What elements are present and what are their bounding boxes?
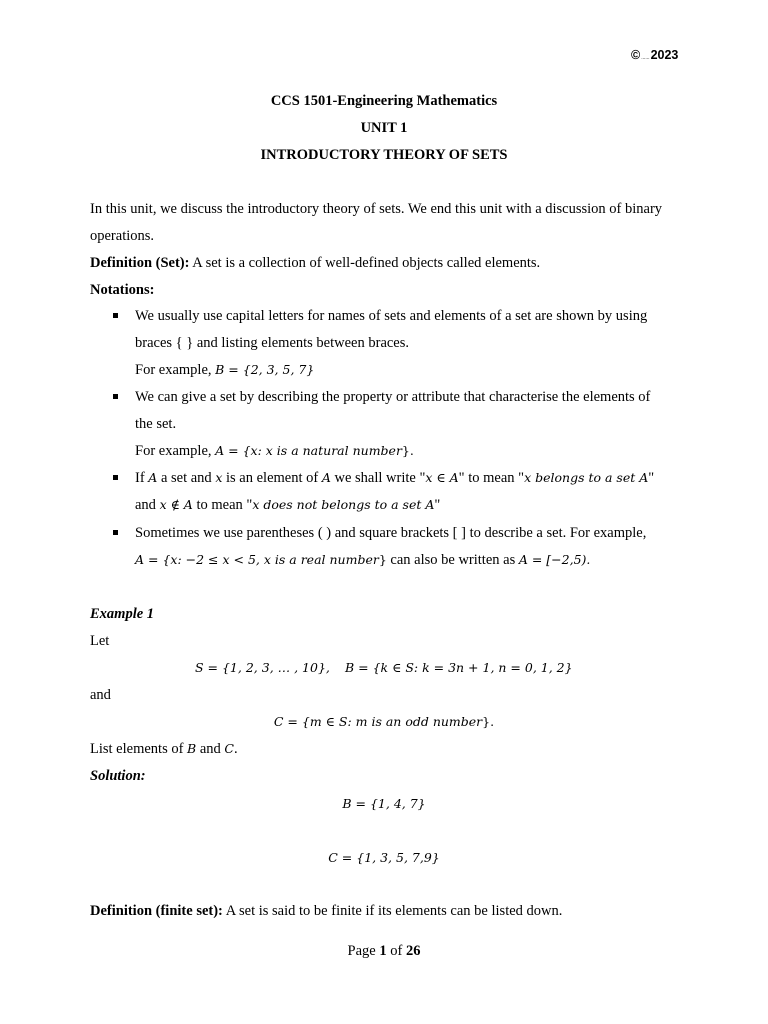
example-1-set-c bbox=[0, 714, 768, 731]
math-expression: m is an odd number bbox=[355, 714, 483, 729]
text-span: a set and bbox=[157, 470, 216, 486]
example-1-set-s: S = {1, 2, 3, … , 10}, bbox=[195, 660, 330, 675]
solution-set-b: B = {1, 4, 7} bbox=[342, 796, 426, 811]
bullet-2-math-b: x: x is a natural number bbox=[250, 443, 402, 458]
bullet-2-example-prefix: For example, bbox=[135, 443, 216, 459]
bullet-2-line-2: the set. bbox=[135, 416, 177, 432]
definition-finite-label: Definition (finite set): bbox=[90, 903, 223, 919]
example-1-let: Let bbox=[90, 633, 110, 649]
definition-set bbox=[90, 255, 540, 272]
bullet-1-line-2: braces { } and listing elements between braces. bbox=[135, 335, 410, 351]
solution-label: Solution: bbox=[90, 768, 146, 784]
bullet-3-line-1 bbox=[135, 470, 654, 487]
example-1-and: and bbox=[90, 687, 111, 703]
text-span: can also be written as bbox=[386, 552, 519, 568]
course-title: CCS 1501-Engineering Mathematics bbox=[270, 93, 498, 109]
bullet-1-example bbox=[135, 362, 314, 379]
page-total: 26 bbox=[405, 943, 421, 959]
example-1-set-b: B = {k ∈ S: k = 3n + 1, n = 0, 1, 2} bbox=[345, 660, 573, 675]
bullet-1-example-math: B = {2, 3, 5, 7} bbox=[215, 362, 315, 377]
page-word: Page bbox=[347, 943, 380, 959]
math-expression: }. bbox=[482, 714, 495, 729]
math-expression: A = {x: −2 ≤ x < 5, bbox=[135, 552, 264, 567]
example-1-task bbox=[90, 741, 238, 758]
bullet-4-line-2 bbox=[135, 552, 590, 569]
bullet-2-math-a: A = { bbox=[215, 443, 251, 458]
text-span: List elements of bbox=[90, 741, 188, 757]
text-span: If bbox=[135, 470, 149, 486]
of-word: of bbox=[386, 943, 406, 959]
bullet-2-example bbox=[135, 443, 414, 460]
text-span: is an element of bbox=[222, 470, 322, 486]
bullet-1-line-1: We usually use capital letters for names of sets and elements of a set are shown by using bbox=[135, 308, 648, 324]
text-span: we shall write " bbox=[330, 470, 426, 486]
text-span: " to mean " bbox=[458, 470, 525, 486]
page-footer bbox=[0, 943, 768, 960]
copyright-notice bbox=[631, 48, 678, 62]
bullet-4-line-1: Sometimes we use parentheses ( ) and square brackets [ ] to describe a set. For example, bbox=[135, 525, 647, 541]
copyright-year: 2023 bbox=[650, 48, 679, 62]
bullet-marker bbox=[113, 313, 118, 318]
copyright-small-text: ...... bbox=[641, 55, 650, 61]
example-1-label: Example 1 bbox=[90, 606, 155, 622]
math-expression: x ∈ A bbox=[425, 470, 459, 485]
solution-set-c: C = {1, 3, 5, 7,9} bbox=[328, 850, 440, 865]
definition-set-label: Definition (Set): bbox=[90, 255, 190, 271]
math-expression: A = [−2,5). bbox=[518, 552, 591, 567]
text-span: to mean " bbox=[192, 497, 253, 513]
math-expression: x does not belongs to a set A bbox=[252, 497, 435, 512]
text-span: . bbox=[234, 741, 238, 757]
intro-line-2: operations. bbox=[90, 228, 155, 244]
bullet-3-line-2 bbox=[135, 497, 440, 514]
bullet-1-example-prefix: For example, bbox=[135, 362, 216, 378]
text-span: " bbox=[648, 470, 655, 486]
math-expression: } bbox=[378, 552, 387, 567]
copyright-symbol: © bbox=[631, 48, 641, 62]
math-variable: A bbox=[321, 470, 331, 485]
definition-set-text: A set is a collection of well-defined objects called elements. bbox=[189, 255, 541, 271]
math-expression: x ∉ A bbox=[159, 497, 193, 512]
definition-finite-set bbox=[90, 903, 562, 920]
math-expression: x belongs to a set A bbox=[524, 470, 649, 485]
bullet-2-line-1: We can give a set by describing the property or attribute that characterise the elements of bbox=[135, 389, 651, 405]
intro-line-1: In this unit, we discuss the introductory theory of sets. We end this unit with a discussion of binary bbox=[90, 201, 663, 217]
text-span: and bbox=[196, 741, 225, 757]
bullet-marker bbox=[113, 530, 118, 535]
math-variable: A bbox=[148, 470, 158, 485]
notations-label: Notations: bbox=[90, 282, 155, 298]
math-expression: C = {m ∈ S: bbox=[273, 714, 356, 729]
page-number: 1 bbox=[379, 943, 387, 959]
bullet-2-math-c: }. bbox=[401, 443, 414, 458]
bullet-marker bbox=[113, 475, 118, 480]
bullet-marker bbox=[113, 394, 118, 399]
unit-title: UNIT 1 bbox=[360, 120, 408, 136]
math-variable: B bbox=[187, 741, 197, 756]
math-expression: x is a real number bbox=[263, 552, 379, 567]
definition-finite-text: A set is said to be finite if its elements can be listed down. bbox=[222, 903, 563, 919]
text-span: " bbox=[434, 497, 441, 513]
math-variable: C bbox=[224, 741, 234, 756]
topic-title: INTRODUCTORY THEORY OF SETS bbox=[260, 147, 508, 163]
text-span: and bbox=[135, 497, 160, 513]
math-variable: x bbox=[215, 470, 223, 485]
